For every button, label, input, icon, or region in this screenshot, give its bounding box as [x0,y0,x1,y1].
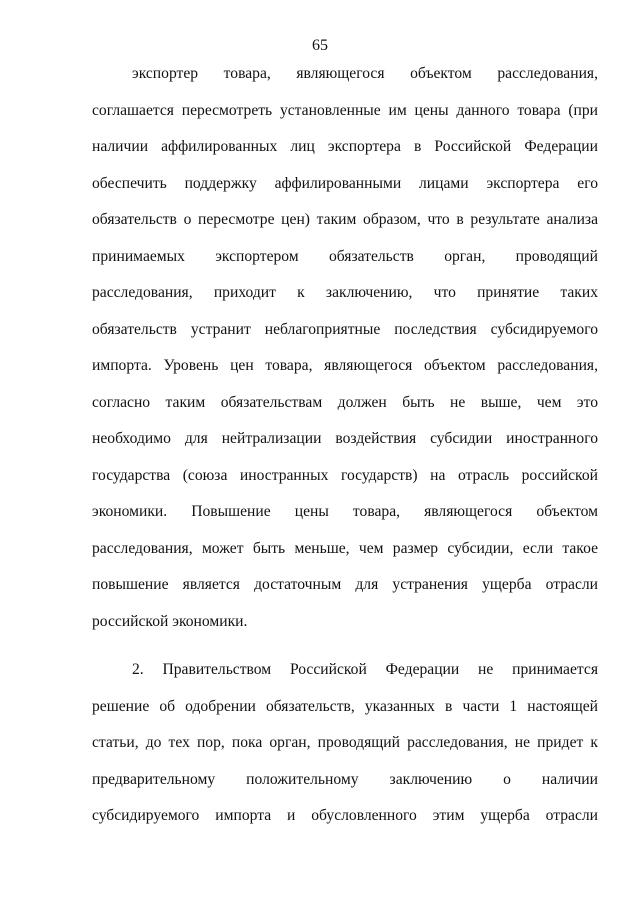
text-line: согласно таким обязательствам должен быть не выше, чем это [92,393,598,411]
text-line: повышение является достаточным для устранения ущерба отрасли [92,576,598,593]
text-line: наличии аффилированных лиц экспортера в Российской Федерации [92,138,598,155]
text-line: статьи, до тех пор, пока орган, проводящий расследования, не придет к [92,734,598,751]
text-line: обеспечить поддержку аффилированными лицами экспортера его [92,174,598,192]
text-line: государства (союза иностранных государств) на отрасль российской [92,466,598,484]
document-body [92,56,598,835]
text-line: 2. Правительством Российской Федерации не принимается [132,661,598,678]
page-number: 65 [312,37,328,54]
text-line: соглашается пересмотреть установленные им цены данного товара (при [92,101,598,119]
paragraph-item-2 [92,652,598,835]
text-line: расследования, может быть меньше, чем размер субсидии, если такое [92,539,598,557]
text-line: предварительному положительному заключению о наличии [92,770,598,788]
text-line: обязательств устранит неблагоприятные последствия субсидируемого [92,320,598,338]
text-line: решение об одобрении обязательств, указанных в части 1 настоящей [92,697,598,715]
text-line: российской экономики. [92,612,248,630]
paragraph-continuation [92,56,598,640]
text-line: обязательств о пересмотре цен) таким образом, что в результате анализа [92,211,598,228]
text-line: экономики. Повышение цены товара, являющегося объектом [92,503,598,520]
text-line: принимаемых экспортером обязательств орган, проводящий [92,247,598,265]
text-line: необходимо для нейтрализации воздействия субсидии иностранного [92,430,598,447]
text-line: расследования, приходит к заключению, что принятие таких [92,284,598,301]
text-line: субсидируемого импорта и обусловленного этим ущерба отрасли [92,807,598,824]
text-line: импорта. Уровень цен товара, являющегося объектом расследования, [92,357,598,374]
paragraph-spacer [92,640,598,652]
text-line: экспортер товара, являющегося объектом расследования, [132,65,598,82]
